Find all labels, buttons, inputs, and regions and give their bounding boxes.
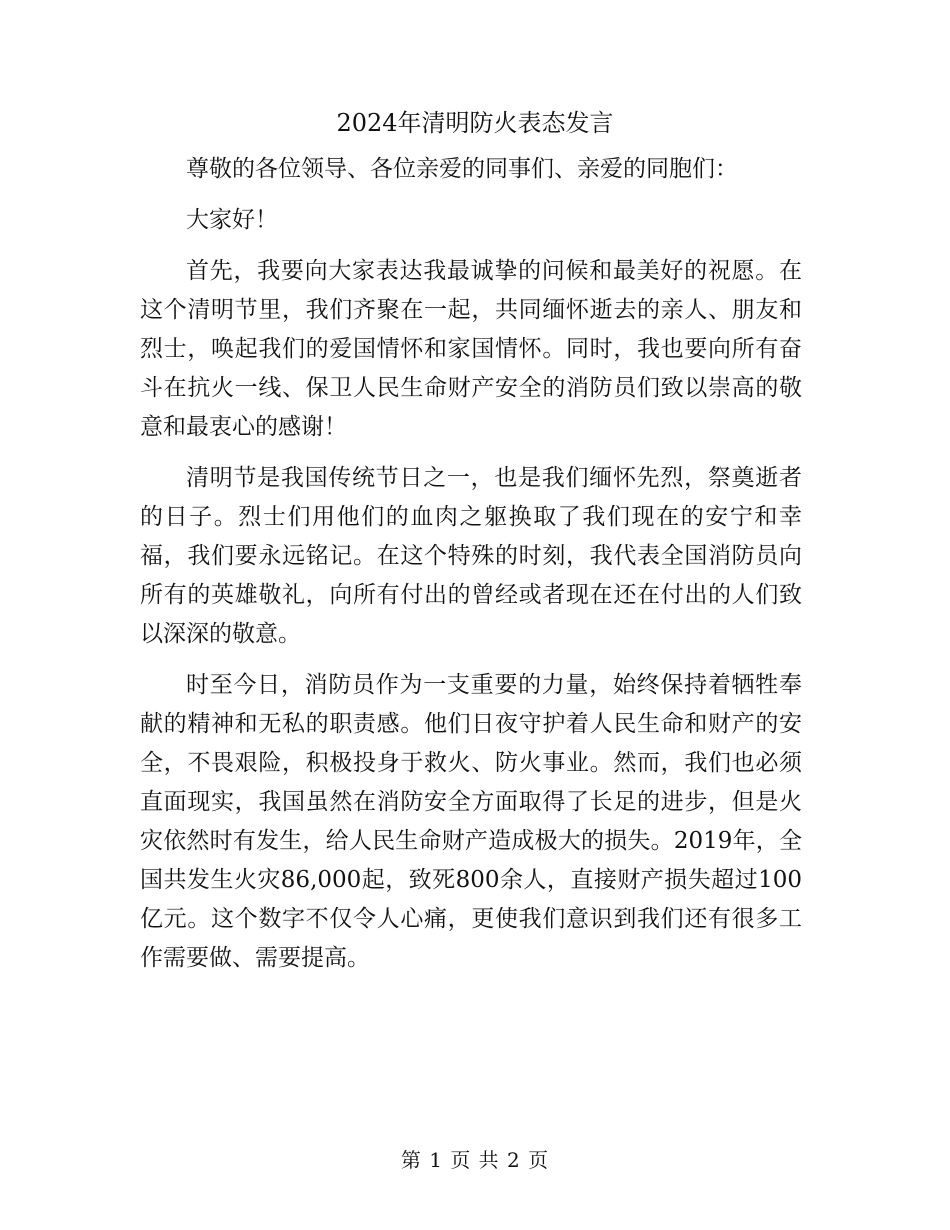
paragraph-2: 清明节是我国传统节日之一，也是我们缅怀先烈，祭奠逝者的日子。烈士们用他们的血肉之躯换取了我们现在的安宁和幸福，我们要永远铭记。在这个特殊的时刻，我代表全国消防员向所有的英雄敬礼，向所有付出的曾经或者现在还在付出的人们致以深深的敬意。 (140, 465, 802, 647)
paragraph-3: 时至今日，消防员作为一支重要的力量，始终保持着牺牲奉献的精神和无私的职责感。他们日夜守护着人民生命和财产的安全，不畏艰险，积极投身于救火、防火事业。然而，我们也必须直面现实，我国虽然在消防安全方面取得了长足的进步，但是火灾依然时有发生，给人民生命财产造成极大的损失。2019年，全国共发生火灾86,000起，致死800余人，直接财产损失超过100亿元。这个数字不仅令人心痛，更使我们意识到我们还有很多工作需要做、需要提高。 (140, 672, 802, 971)
document-title: 2024年清明防火表态发言 (336, 109, 614, 137)
salutation: 尊敬的各位领导、各位亲爱的同事们、亲爱的同胞们： (186, 156, 738, 182)
paragraph-1: 首先，我要向大家表达我最诚挚的问候和最美好的祝愿。在这个清明节里，我们齐聚在一起，共同缅怀逝去的亲人、朋友和烈士，唤起我们的爱国情怀和家国情怀。同时，我也要向所有奋斗在抗火一线、保卫人民生命财产安全的消防员们致以崇高的敬意和最衷心的感谢！ (140, 258, 802, 440)
page-indicator: 第 1 页 共 2 页 (400, 1148, 550, 1172)
greeting: 大家好！ (186, 207, 278, 233)
document-body (140, 150, 802, 978)
